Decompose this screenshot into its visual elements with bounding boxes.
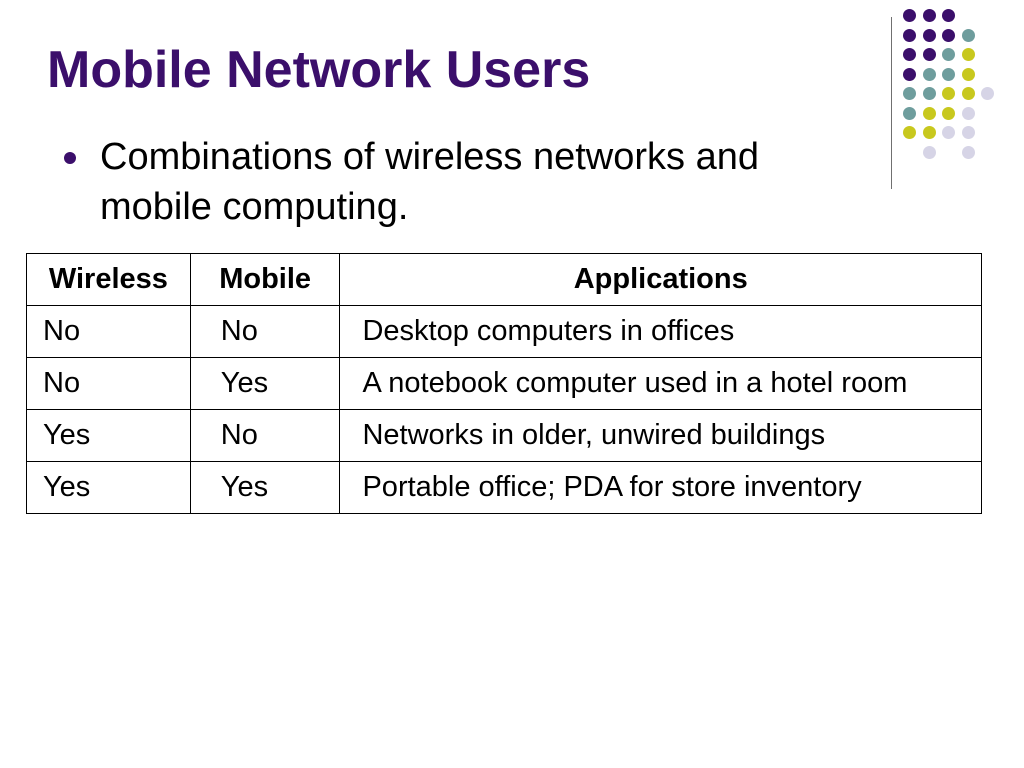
- table-row: [27, 462, 982, 514]
- decorative-dot: [903, 107, 916, 120]
- decorative-dot: [942, 107, 955, 120]
- decorative-dot: [962, 107, 975, 120]
- bullet-point: [64, 132, 844, 232]
- decorative-dot: [903, 9, 916, 22]
- cell-mobile: No: [190, 306, 340, 358]
- decorative-dot: [942, 126, 955, 139]
- decorative-dot: [942, 9, 955, 22]
- decorative-dot: [923, 107, 936, 120]
- decorative-dot: [903, 48, 916, 61]
- header-applications: Applications: [340, 254, 982, 306]
- decorative-dot-grid: [903, 9, 1013, 169]
- decorative-dot: [903, 29, 916, 42]
- decorative-dot: [923, 68, 936, 81]
- decorative-dot: [923, 9, 936, 22]
- decorative-dot: [981, 87, 994, 100]
- decorative-dot: [923, 87, 936, 100]
- cell-application: Networks in older, unwired buildings: [340, 410, 982, 462]
- decorative-dot: [962, 146, 975, 159]
- applications-table: [26, 253, 982, 514]
- header-wireless: Wireless: [27, 254, 191, 306]
- bullet-text: Combinations of wireless networks and mobile computing.: [100, 136, 759, 228]
- decorative-dot: [962, 48, 975, 61]
- decorative-dot: [942, 29, 955, 42]
- cell-wireless: No: [27, 358, 191, 410]
- table-header-row: [27, 254, 982, 306]
- cell-application: Desktop computers in offices: [340, 306, 982, 358]
- cell-mobile: No: [190, 410, 340, 462]
- decorative-dot: [903, 126, 916, 139]
- decorative-dot: [923, 29, 936, 42]
- header-mobile: Mobile: [190, 254, 340, 306]
- decorative-dot: [942, 87, 955, 100]
- cell-wireless: No: [27, 306, 191, 358]
- decorative-dot: [923, 146, 936, 159]
- decorative-dot: [923, 126, 936, 139]
- decorative-dot: [962, 68, 975, 81]
- cell-wireless: Yes: [27, 410, 191, 462]
- table-row: [27, 410, 982, 462]
- decorative-dot: [923, 48, 936, 61]
- table-row: [27, 358, 982, 410]
- bullet-marker-icon: [64, 152, 76, 164]
- cell-mobile: Yes: [190, 358, 340, 410]
- decorative-divider: [891, 17, 892, 189]
- decorative-dot: [962, 29, 975, 42]
- decorative-dot: [942, 68, 955, 81]
- decorative-dot: [962, 126, 975, 139]
- slide-title: Mobile Network Users: [47, 41, 591, 99]
- cell-application: A notebook computer used in a hotel room: [340, 358, 982, 410]
- decorative-dot: [903, 87, 916, 100]
- cell-application: Portable office; PDA for store inventory: [340, 462, 982, 514]
- cell-mobile: Yes: [190, 462, 340, 514]
- decorative-dot: [962, 87, 975, 100]
- decorative-dot: [942, 48, 955, 61]
- cell-wireless: Yes: [27, 462, 191, 514]
- decorative-dot: [903, 68, 916, 81]
- table-row: [27, 306, 982, 358]
